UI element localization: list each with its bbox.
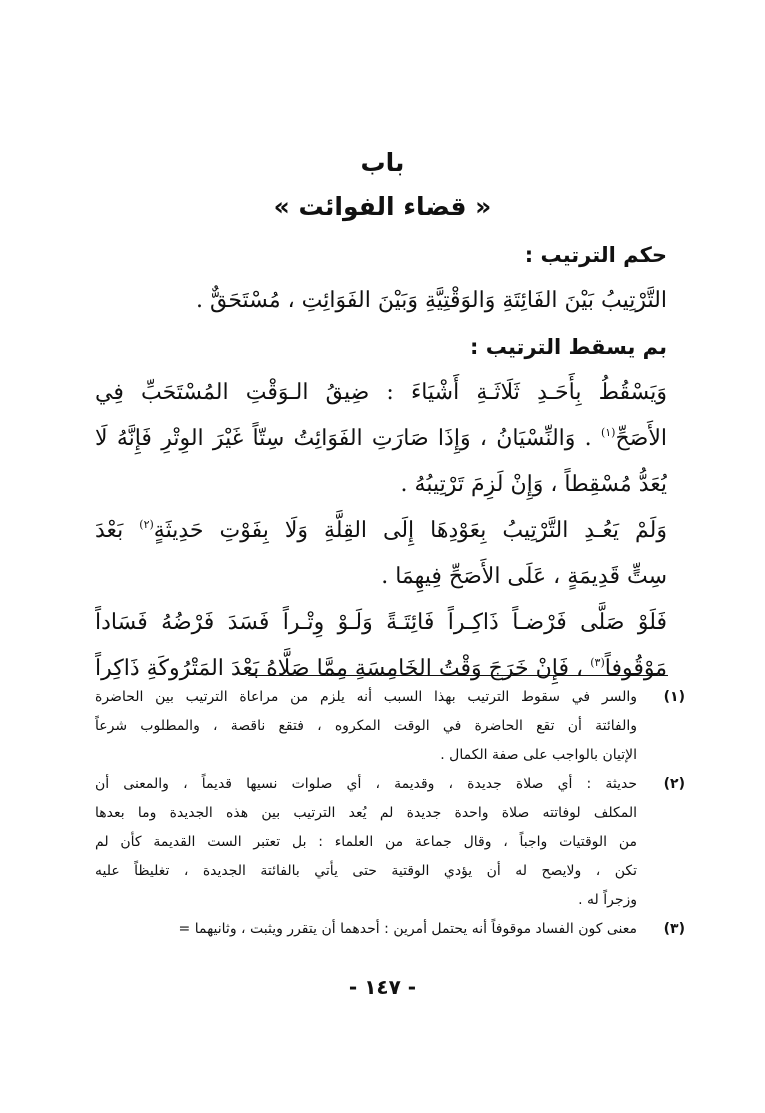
text-segment: بَعْدَ bbox=[95, 518, 140, 543]
footnote-body bbox=[95, 770, 637, 915]
footnotes bbox=[95, 683, 685, 944]
footnote-body bbox=[95, 915, 637, 944]
text-line bbox=[95, 462, 667, 508]
text-line bbox=[95, 416, 667, 462]
text-segment: ، فَإِنْ خَرَجَ وَقْتُ الخَامِسَةِ مِمَّا صَلَّاهُ بَعْدَ المَتْرُوكَةِ ذَاكِراً bbox=[95, 656, 591, 681]
footnote-1 bbox=[95, 683, 685, 770]
text-line bbox=[95, 508, 667, 554]
footnote-line: من الوقتيات واجباً ، وقال جماعة من العلماء : بل تعتبر الست القديمة كأن لم bbox=[95, 834, 637, 850]
text-segment: سِتٍّ قَدِيمَةٍ ، عَلَى الأَصَحِّ فِيهِمَا . bbox=[381, 564, 667, 589]
page-number: - ١٤٧ - bbox=[348, 975, 417, 999]
footnote-line: معنى كون الفساد موقوفاً أنه يحتمل أمرين : أحدهما أن يتقرر ويثبت ، وثانيهما = bbox=[178, 921, 637, 937]
footnote-line: تكن ، ولايصح له أن يؤدي الوقتية حتى يأتي بالفائتة الجديدة ، تغليظاً عليه bbox=[95, 863, 637, 879]
text-segment: التَّرْتِيبُ بَيْنَ الفَائِتَةِ وَالوَقْتِيَّةِ وَبَيْنَ الفَوَائِتِ ، مُسْتَحَقٌّ . bbox=[196, 288, 667, 313]
text-line bbox=[95, 370, 667, 416]
text-segment: يُعَدُّ مُسْقِطاً ، وَإِنْ لَزِمَ تَرْتِيبُهُ . bbox=[400, 472, 667, 497]
text-line bbox=[95, 278, 667, 324]
text-segment: الأَصَحِّ bbox=[615, 426, 667, 451]
footnote-line: الإتيان بالواجب على صفة الكمال . bbox=[440, 747, 637, 763]
text-segment: وَيَسْقُطُ بِأَحَـدِ ثَلَاثَـةِ أَشْيَاءَ : ضِيقُ الـوَقْتِ المُسْتَحَبِّ فِي bbox=[95, 380, 667, 405]
footnote-line: والفائتة أن تقع الحاضرة في الوقت المكروه ، فتقع ناقصة ، والمطلوب شرعاً bbox=[95, 718, 637, 734]
footnote-reference-3: (٣) bbox=[590, 656, 605, 669]
footnote-number: (٣) bbox=[663, 921, 685, 937]
text-line bbox=[95, 600, 667, 646]
text-line bbox=[95, 554, 667, 600]
chapter-title: « قضاء الفوائت » bbox=[273, 192, 492, 221]
footnote-reference-1: (١) bbox=[600, 426, 616, 439]
footnote-line: حديثة : أي صلاة جديدة ، وقديمة ، أي صلوات نسيها قديماً ، والمعنى أن bbox=[95, 776, 637, 792]
footnote-2 bbox=[95, 770, 685, 915]
chapter-word: باب bbox=[360, 148, 405, 177]
text-segment: . وَالنِّسْيَانُ ، وَإِذَا صَارَتِ الفَوَائِتُ سِتّاً غَيْرَ الوِتْرِ فَإِنَّهُ لَا bbox=[95, 426, 601, 451]
footnote-number: (٢) bbox=[663, 776, 685, 792]
text-segment: مَوْقُوفاً bbox=[604, 656, 667, 681]
footnote-reference-2: (٢) bbox=[139, 518, 154, 531]
footnote-line: المكلف لوفاتته صلاة واحدة جديدة لم يُعد الترتيب بين هذه الجديدة وما بعدها bbox=[95, 805, 637, 821]
text-segment: وَلَمْ يَعُـدِ التَّرْتِيبُ بِعَوْدِهَا إِلَى القِلَّةِ وَلَا بِفَوْتِ حَدِيثَةٍ bbox=[153, 518, 667, 543]
main-text bbox=[95, 232, 667, 692]
footnote-line: والسر في سقوط الترتيب بهذا السبب أنه يلزم من مراعاة الترتيب بين الحاضرة bbox=[95, 689, 637, 705]
subhead-ruling-of-order: حكم الترتيب : bbox=[524, 243, 667, 267]
footnote-number: (١) bbox=[663, 689, 685, 705]
footnote-3 bbox=[95, 915, 685, 944]
footnote-line: وزجراً له . bbox=[578, 892, 637, 908]
footnote-divider bbox=[248, 675, 668, 676]
subhead-order-dropped: بم يسقط الترتيب : bbox=[470, 335, 667, 359]
text-segment: فَلَوْ صَلَّى فَرْضـاً ذَاكِـراً فَائِتَـةً وَلَـوْ وِتْـراً فَسَدَ فَرْضُهُ فَسَاداً bbox=[95, 610, 667, 635]
footnote-body bbox=[95, 683, 637, 770]
